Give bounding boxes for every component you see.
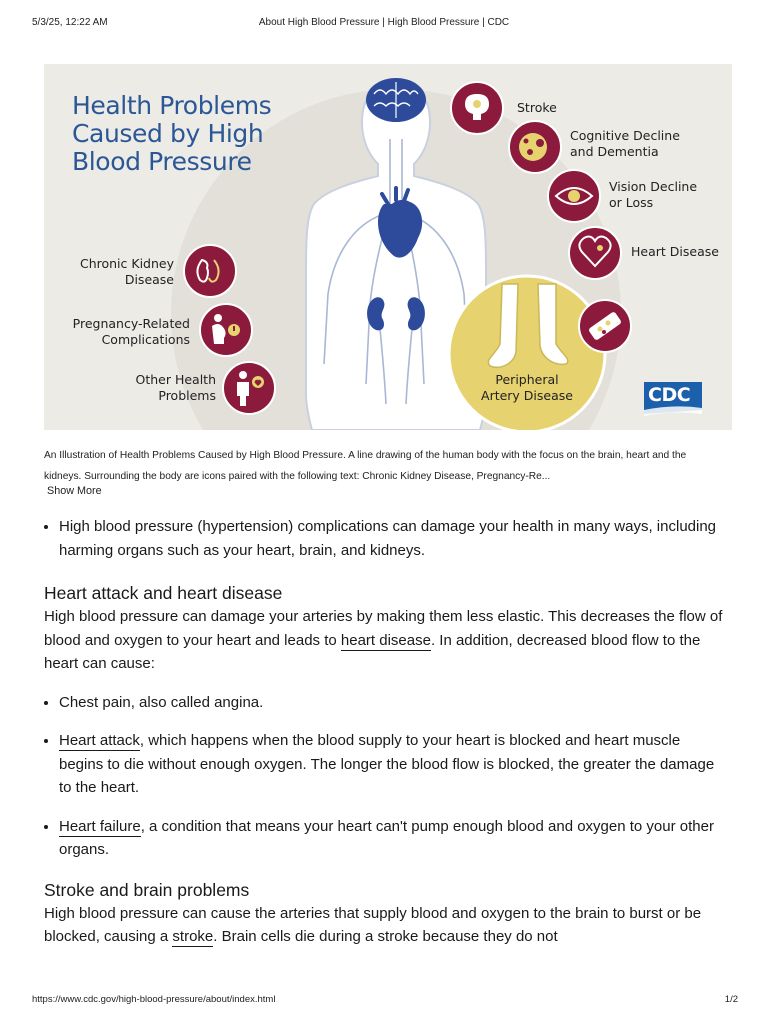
image-caption: An Illustration of Health Problems Caused by High Blood Pressure. A line drawing of the human body with the focus on the brain, heart and the kidneys. Surrounding the body are icons paired with the following text: Chronic Kidney Disease, Pregnancy-Re... bbox=[44, 450, 687, 482]
artery-plaque-icon bbox=[579, 300, 631, 352]
heart-paragraph: High blood pressure can damage your arteries by making them less elastic. This decreases the flow of blood and oxygen to your heart and leads to heart disease. In addition, decreased blood flow to the heart can cause: bbox=[44, 608, 723, 672]
label-vision-decline: Vision Decline or Loss bbox=[609, 179, 698, 210]
label-kidney-disease: Chronic Kidney Disease bbox=[79, 256, 174, 287]
stroke-link[interactable]: stroke bbox=[172, 928, 214, 945]
kidney-disease-icon bbox=[184, 245, 236, 297]
heart-failure-link[interactable]: Heart failure bbox=[59, 817, 141, 835]
heart-attack-link[interactable]: Heart attack bbox=[59, 732, 140, 749]
infographic-title: Health Problems Caused by High Blood Pressure bbox=[72, 91, 272, 176]
infographic-image[interactable] bbox=[44, 64, 732, 430]
cdc-logo-text: CDC bbox=[648, 384, 691, 406]
pregnancy-icon bbox=[200, 304, 252, 356]
main-content bbox=[44, 515, 724, 949]
print-footer bbox=[0, 994, 768, 1010]
list-item: • High blood pressure (hypertension) complications can damage your health in many ways, including harming organs such as your heart, brain, and kidneys. bbox=[59, 515, 724, 562]
list-item: • Heart failure, a condition that means your heart can't pump enough blood and oxygen to your other organs. bbox=[59, 815, 724, 862]
label-peripheral-artery: Peripheral Artery Disease bbox=[481, 372, 573, 403]
brain-dementia-icon bbox=[509, 121, 561, 173]
stroke-section-heading: Stroke and brain problems bbox=[44, 879, 250, 900]
label-stroke: Stroke bbox=[517, 100, 557, 115]
heart-effects-list bbox=[44, 691, 724, 715]
heart-effects-list-3 bbox=[44, 815, 724, 862]
eye-icon bbox=[548, 170, 600, 222]
label-cognitive-decline: Cognitive Decline and Dementia bbox=[570, 128, 680, 159]
stroke-icon bbox=[451, 82, 503, 134]
person-icon bbox=[223, 362, 275, 414]
brain-icon bbox=[366, 78, 426, 122]
heart-disease-link[interactable]: heart disease bbox=[340, 631, 431, 649]
print-page-title: About High Blood Pressure | High Blood Pressure | CDC bbox=[258, 17, 510, 28]
list-item: • Heart attack, which happens when the blood supply to your heart is blocked and heart muscle begins to die without enough oxygen. The longer the blood flow is blocked, the greater the damage to the heart. bbox=[59, 729, 724, 800]
heart-section-heading: Heart attack and heart disease bbox=[44, 583, 283, 603]
show-more-button[interactable]: Show More bbox=[47, 485, 102, 497]
print-url: https://www.cdc.gov/high-blood-pressure/about/index.html bbox=[32, 994, 276, 1005]
print-datetime: 5/3/25, 12:22 AM bbox=[32, 17, 108, 28]
label-heart-disease: Heart Disease bbox=[631, 244, 719, 259]
label-other-problems: Other Health Problems bbox=[135, 372, 216, 403]
intro-list bbox=[44, 515, 724, 562]
heart-effects-list-2 bbox=[44, 729, 724, 800]
heart-icon bbox=[569, 227, 621, 279]
list-item: • Chest pain, also called angina. bbox=[59, 691, 724, 715]
peripheral-artery-circle bbox=[449, 276, 605, 430]
stroke-paragraph: High blood pressure can cause the arteries that supply blood and oxygen to the brain to burst or be blocked, causing a stroke. Brain cells die during a stroke because they do not bbox=[44, 904, 702, 945]
print-header bbox=[0, 13, 768, 29]
label-pregnancy-complications: Pregnancy-Related Complications bbox=[72, 316, 190, 347]
print-page-number: 1/2 bbox=[724, 994, 738, 1005]
